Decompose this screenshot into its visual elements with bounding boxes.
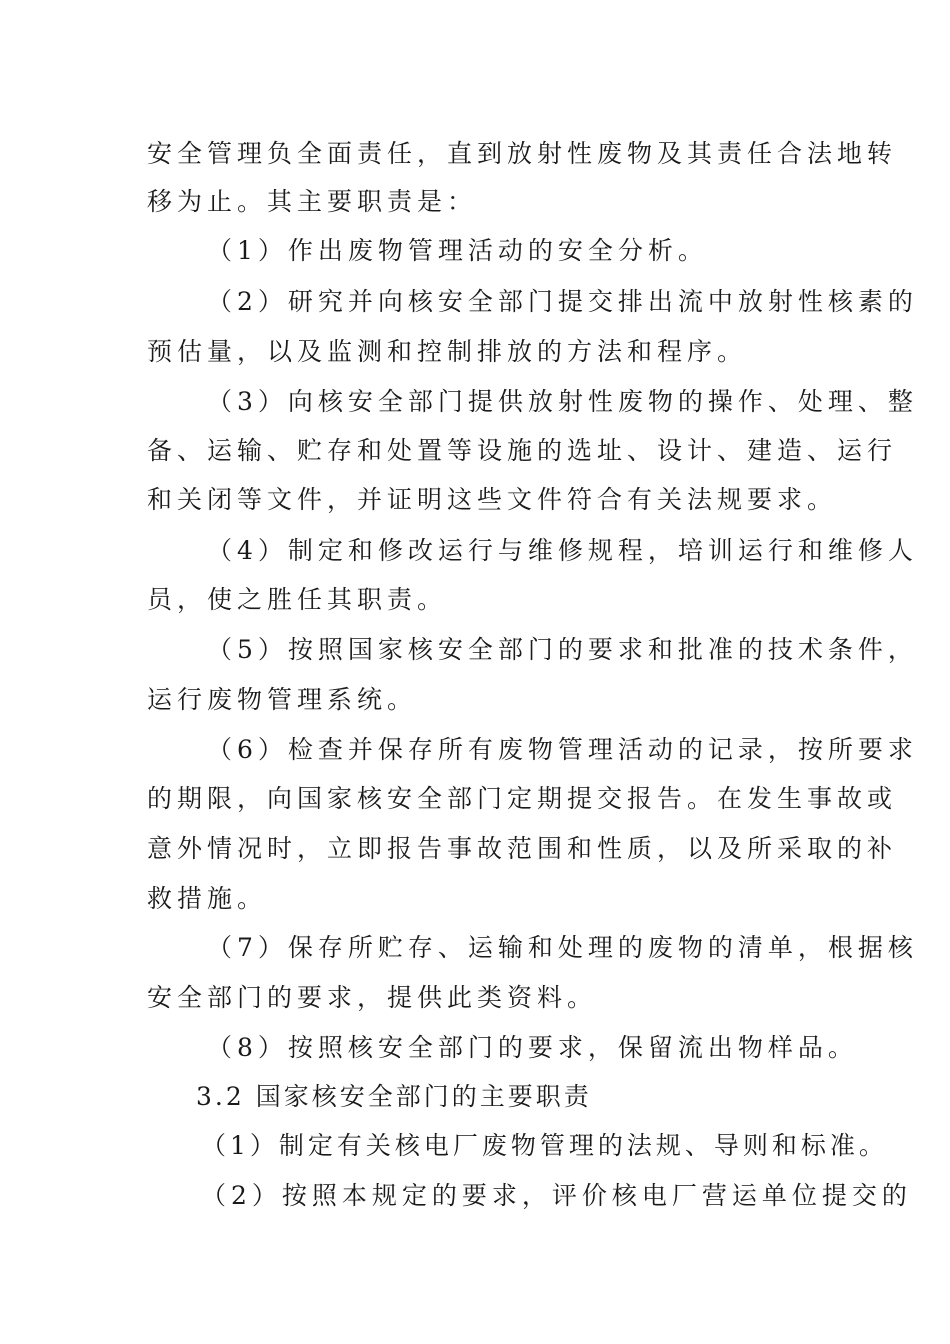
list-item-5: （5）按照国家核安全部门的要求和批准的技术条件， xyxy=(207,635,918,664)
list-item-4: （4）制定和修改运行与维修规程，培训运行和维修人 xyxy=(207,536,918,565)
body-text-line: 和关闭等文件，并证明这些文件符合有关法规要求。 xyxy=(147,485,838,514)
list-item-3: （3）向核安全部门提供放射性废物的操作、处理、整 xyxy=(207,387,918,416)
section-heading: 3.2 国家核安全部门的主要职责 xyxy=(196,1082,592,1111)
body-text-line: 救措施。 xyxy=(147,884,268,913)
list-item-8: （8）按照核安全部门的要求，保留流出物样品。 xyxy=(207,1033,858,1062)
list-item-1: （1）作出废物管理活动的安全分析。 xyxy=(207,236,708,265)
list-item-1: （1）制定有关核电厂废物管理的法规、导则和标准。 xyxy=(201,1131,888,1160)
body-text-line: 的期限，向国家核安全部门定期提交报告。在发生事故或 xyxy=(147,784,898,813)
list-item-6: （6）检查并保存所有废物管理活动的记录，按所要求 xyxy=(207,735,918,764)
body-text-line: 安全管理负全面责任，直到放射性废物及其责任合法地转 xyxy=(147,139,898,168)
body-text-line: 运行废物管理系统。 xyxy=(147,685,418,714)
list-item-2: （2）研究并向核安全部门提交排出流中放射性核素的 xyxy=(207,287,918,316)
list-item-7: （7）保存所贮存、运输和处理的废物的清单，根据核 xyxy=(207,933,918,962)
body-text-line: 员，使之胜任其职责。 xyxy=(147,585,448,614)
list-item-2: （2）按照本规定的要求，评价核电厂营运单位提交的 xyxy=(201,1181,912,1210)
body-text-line: 移为止。其主要职责是： xyxy=(147,187,478,216)
body-text-line: 备、运输、贮存和处置等设施的选址、设计、建造、运行 xyxy=(147,436,898,465)
body-text-line: 安全部门的要求，提供此类资料。 xyxy=(147,983,598,1012)
body-text-line: 预估量，以及监测和控制排放的方法和程序。 xyxy=(147,337,748,366)
body-text-line: 意外情况时，立即报告事故范围和性质，以及所采取的补 xyxy=(147,834,898,863)
